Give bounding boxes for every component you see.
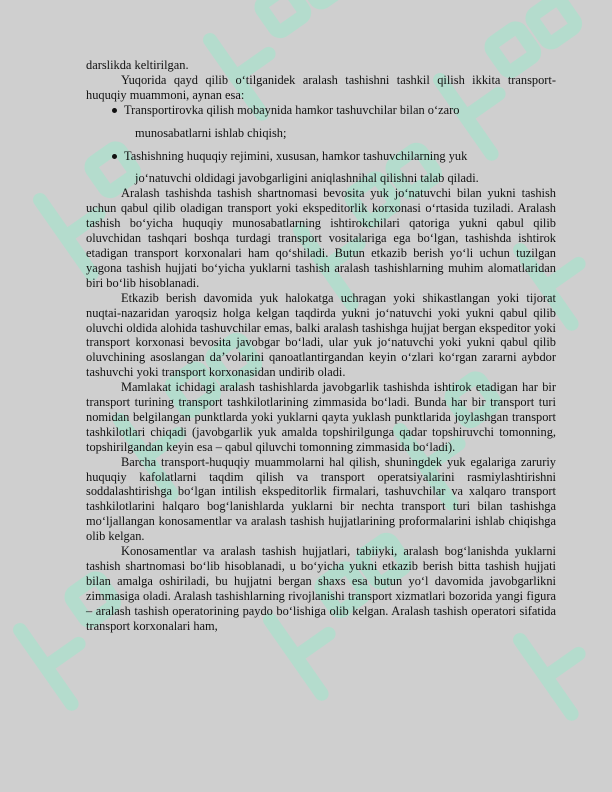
paragraph-continuation: darslikda keltirilgan. <box>86 58 189 72</box>
paragraph: Barcha transport-huquqiy muammolarni hal qilish, shuningdek yuk egalariga zaruriy huquqiy kafolatlarni taqdim qilish va transport operatsiyalarini rasmiylashtirishni soddalashtirishga bo‘lgan intilish ekspeditorlik firmalari, tashuvchilar va xalqaro transport tashkilotlarini halqaro bog‘lanishlarda yuklarni bir nechta transport turi bilan tashishga mo‘ljallangan konosamentlar va aralash tashish hujjatlarining proformalarini ishlab chiqishga olib kelgan. <box>86 454 556 544</box>
paragraph: Etkazib berish davomida yuk halokatga uchragan yoki shikastlangan yoki tijorat nuqtai-nazaridan yaroqsiz holga kelgan taqdirda yukni jo‘natuvchi yoki yukni qabul qilib oluvchi oldida alohida tashuvchilar emas, balki aralash tashishga hujjat bergan ekspeditor yoki transport korxonasi bevosita javobgar bo‘ladi, ular yuk jo‘natuvchi yoki yukni qabul qilib oluvchining asoslangan da’volarini qanoatlantirgandan keyin o‘zlari ko‘rgan zararni aybdor tashuvchi yoki transport korxonasidan undirib oladi. <box>86 290 556 380</box>
bullet-list <box>86 103 556 187</box>
list-item: Tashishning huquqiy rejimini, xususan, hamkor tashuvchilarning yuk jo‘natuvchi oldidagi javobgarligini aniqlashnihal qilishni talab qiladi. <box>86 149 556 187</box>
paragraph: Konosamentlar va aralash tashish hujjatlari, tabiiyki, aralash bog‘lanishda yuklarni tashish shartnomasi bo‘lib hisoblanadi, u bo‘yicha yukni etkazib berish bitta tashish hujjati bilan amalga oshiriladi, bu hujjatni bergan shaxs esa butun yo‘l davomida javobgarlikni zimmasiga oladi. Aralash tashishlarning rivojlanishi transport xizmatlari bozorida yangi figura – aralash tashish operatorining paydo bo‘lishiga olib kelgan. Aralash tashish operatori sifatida transport korxonalari ham, <box>86 544 556 633</box>
bullet-icon <box>112 154 117 159</box>
paragraph: Aralash tashishda tashish shartnomasi bevosita yuk jo‘natuvchi bilan yukni tashish uchun qabul qilib oladigan transport yoki ekspeditorlik korxonasi o‘rtasida tuziladi. Aralash tashish bo‘yicha huquqiy munosabatlarning ishtirokchilari qatoriga yukni qabul qilib oluvchidan tashqari boshqa turdagi transport vositalariga ega bo‘lgan, tashishda ishtirok etadigan transport korxonalari ham qo‘shiladi. Butun etkazib berish yo‘li uchun tuzilgan yagona tashish hujjati bo‘yicha yuklarni tashish aralash tashishlarning muhim alomatlaridan biri bo‘lib hisoblanadi. <box>86 186 556 290</box>
paragraph: Mamlakat ichidagi aralash tashishlarda javobgarlik tashishda ishtirok etadigan har bir transport turining transport tashkilotlarining zimmasida bo‘ladi. Bunda har bir transport turi nomidan belgilangan punktlarda yoki yuklarni qayta yuklash punktlarida joylashgan transport tashkilotlari chiqadi (javobgarlik yuk amalda topshirilgunga qadar topshiruvchi tomonning, topshirilgandan keyin esa – qabul qiluvchi tomonning zimmasida bo‘ladi). <box>86 380 556 454</box>
document-page <box>86 58 556 634</box>
paragraph-intro: Yuqorida qayd qilib o‘tilganidek aralash tashishni tashkil qilish ikkita transport-huquqiy muammoni, aynan esa: <box>86 72 556 102</box>
list-item: Transportirovka qilish mobaynida hamkor tashuvchilar bilan o‘zaro munosabatlarni ishlab chiqish; <box>86 103 556 141</box>
bullet-icon <box>112 108 117 113</box>
